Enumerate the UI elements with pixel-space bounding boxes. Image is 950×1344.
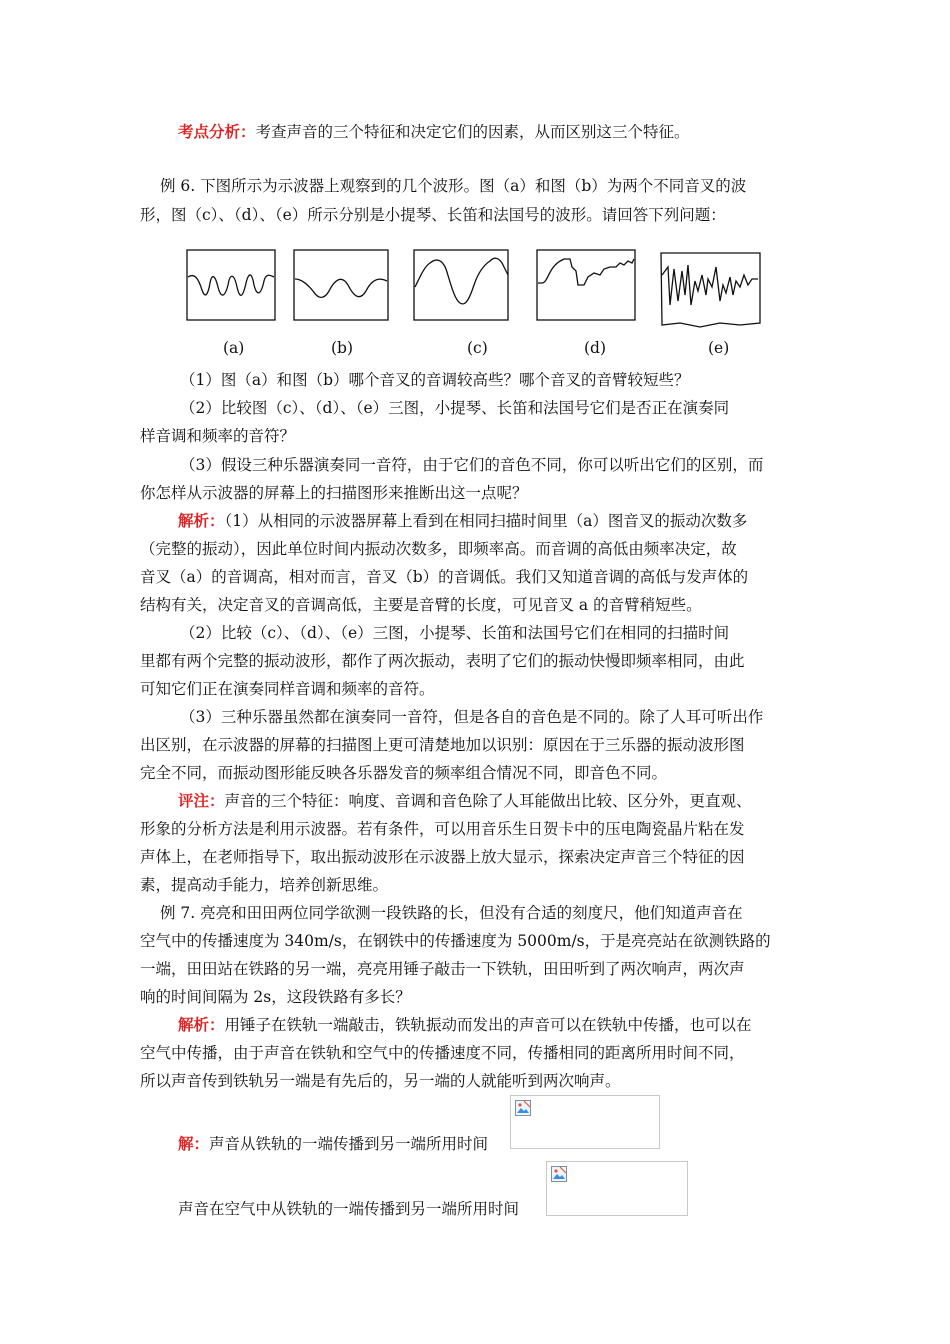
broken-image-icon [551,1166,567,1182]
formula-image-2 [546,1161,688,1216]
formula-image-1 [510,1095,660,1149]
analysis2-text-1: 用锤子在铁轨一端敲击，铁轨振动而发出的声音可以在铁轨中传播，也可以在 [224,1016,752,1034]
broken-image-icon [515,1100,531,1116]
analysis-line-8: （3）三种乐器虽然都在演奏同一音符，但是各自的音色是不同的。除了人耳可听出作 [180,708,764,726]
label-comment: 评注： [178,791,225,810]
comment-text-1: 声音的三个特征：响度、音调和音色除了人耳能做出比较、区分外，更直观、 [224,792,752,810]
question-1-line: （1）图（a）和图（b）哪个音叉的音调较高些？哪个音叉的音臂较短些？ [180,371,690,389]
analysis2-line-2: 空气中传播，由于声音在铁轨和空气中的传播速度不同，传播相同的距离所用时间不同， [140,1044,745,1062]
analysis-line-6: 里都有两个完整的振动波形，都作了两次振动，表明了它们的振动快慢即频率相同，由此 [140,652,745,670]
comment-line-2: 形象的分析方法是利用示波器。若有条件，可以用音乐生日贺卡中的压电陶瓷晶片粘在发 [140,820,745,838]
analysis-line-1 [178,510,747,532]
figure-label-b: (b) [331,339,354,357]
analysis-line-2: （完整的振动），因此单位时间内振动次数多，即频率高。而音调的高低由频率决定，故 [140,540,737,558]
example7-line-3: 一端，田田站在铁路的另一端，亮亮用锤子敲击一下铁轨，田田听到了两次响声，两次声 [140,960,745,978]
oscilloscope-waveforms-figure [180,245,780,360]
waveform-e [662,265,758,305]
analysis2-line-1 [178,1014,752,1036]
question-2-line-1: （2）比较图（c）、（d）、（e）三图，小提琴、长笛和法国号它们是否正在演奏同 [180,399,730,417]
analysis-text-1: （1）从相同的示波器屏幕上看到在相同扫描时间里（a）图音叉的振动次数多 [224,512,748,530]
comment-line-4: 素，提高动手能力，培养创新思维。 [140,876,389,894]
example7-line-4: 响的时间间隔为 2s，这段铁路有多长？ [140,988,411,1006]
analysis-line-9: 出区别，在示波器的屏幕的扫描图上更可清楚地加以识别：原因在于三乐器的振动波形图 [140,736,745,754]
solution-line-2: 声音在空气中从铁轨的一端传播到另一端所用时间 [178,1200,520,1218]
label-analysis-2: 解析： [178,1015,225,1034]
exam-point-line [178,121,690,143]
figure-label-e: (e) [708,339,730,357]
figure-label-c: (c) [467,339,488,357]
waveform-d [538,259,634,285]
figure-label-d: (d) [584,339,607,357]
analysis-line-7: 可知它们正在演奏同样音调和频率的音符。 [140,680,435,698]
analysis-line-5: （2）比较（c）、（d）、（e）三图，小提琴、长笛和法国号它们在相同的扫描时间 [180,624,730,642]
waveform-b [295,279,387,297]
question-2-line-2: 样音调和频率的音符？ [140,427,296,445]
example7-line-1: 例 7. 亮亮和田田两位同学欲测一段铁路的长，但没有合适的刻度尺，他们知道声音在 [160,904,743,922]
label-solution: 解： [178,1134,210,1153]
waveform-a [188,275,274,295]
exam-point-text: 考查声音的三个特征和决定它们的因素，从而区别这三个特征。 [255,123,690,141]
waveform-d-frame [537,250,635,320]
waveform-c-frame [414,250,508,320]
analysis-line-4: 结构有关，决定音叉的音调高低，主要是音臂的长度，可见音叉 a 的音臂稍短些。 [140,596,702,614]
analysis-line-3: 音叉（a）的音调高，相对而言，音叉（b）的音调低。我们又知道音调的高低与发声体的 [140,568,749,586]
label-analysis: 解析： [178,511,225,530]
question-3-line-1: （3）假设三种乐器演奏同一音符，由于它们的音色不同，你可以听出它们的区别，而 [180,456,764,474]
example7-line-2: 空气中的传播速度为 340m/s，在钢铁中的传播速度为 5000m/s，于是亮亮站在欲测铁路的 [140,932,771,950]
solution-text-1: 声音从铁轨的一端传播到另一端所用时间 [209,1135,489,1153]
analysis2-line-3: 所以声音传到铁轨另一端是有先后的，另一端的人就能听到两次响声。 [140,1072,621,1090]
waveform-c [415,258,508,304]
example6-line-2: 形，图（c）、（d）、（e）所示分别是小提琴、长笛和法国号的波形。请回答下列问题： [140,206,726,224]
comment-line-1 [178,790,752,812]
analysis-line-10: 完全不同，而振动图形能反映各乐器发音的频率组合情况不同，即音色不同。 [140,764,668,782]
label-exam-point: 考点分析： [178,122,256,141]
comment-line-3: 声体上，在老师指导下，取出振动波形在示波器上放大显示，探索决定声音三个特征的因 [140,848,745,866]
question-3-line-2: 你怎样从示波器的屏幕上的扫描图形来推断出这一点呢？ [140,484,528,502]
example6-line-1: 例 6. 下图所示为示波器上观察到的几个波形。图（a）和图（b）为两个不同音叉的波 [160,177,747,195]
figure-label-a: (a) [223,339,245,357]
waveform-e-frame [661,253,760,327]
solution-line-1 [178,1133,488,1155]
